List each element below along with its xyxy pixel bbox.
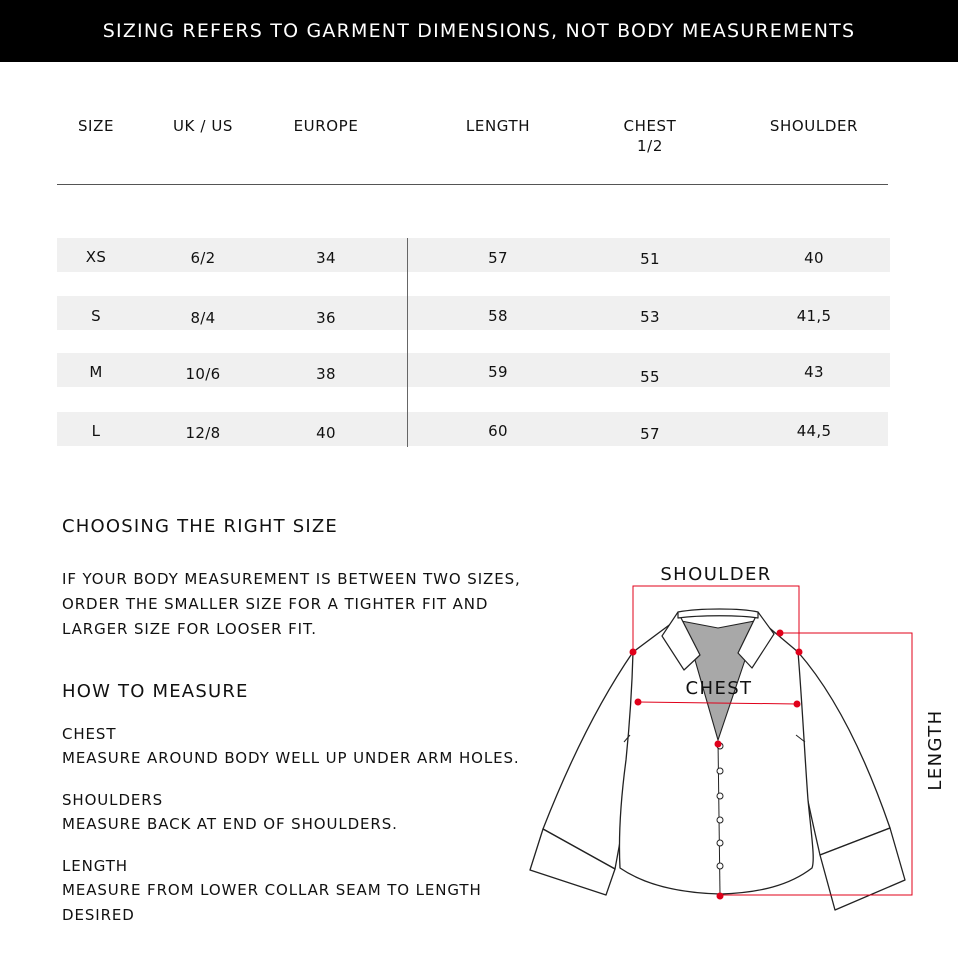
cell-size: XS <box>85 248 107 266</box>
cell-shoulder: 41,5 <box>796 307 832 325</box>
cell-europe: 34 <box>316 249 336 267</box>
choosing-line: ORDER THE SMALLER SIZE FOR A TIGHTER FIT AND <box>62 595 489 613</box>
chest-left-point <box>635 699 642 706</box>
cell-size: S <box>91 307 101 325</box>
cell-ukus: 10/6 <box>185 365 221 383</box>
cell-chest: 51 <box>640 250 660 268</box>
choosing-line: IF YOUR BODY MEASUREMENT IS BETWEEN TWO SIZES, <box>62 570 521 588</box>
cell-chest: 55 <box>640 368 660 386</box>
choosing-title: CHOOSING THE RIGHT SIZE <box>62 516 338 537</box>
cell-size: L <box>91 422 101 440</box>
cell-europe: 40 <box>316 424 336 442</box>
button <box>717 863 723 869</box>
banner-text: SIZING REFERS TO GARMENT DIMENSIONS, NOT BODY MEASUREMENTS <box>102 20 856 42</box>
col-header-chest-sub: 1/2 <box>637 137 663 155</box>
length-title: LENGTH <box>62 857 128 875</box>
chest-right-point <box>794 701 801 708</box>
cell-chest: 53 <box>640 308 660 326</box>
cell-ukus: 6/2 <box>190 249 216 267</box>
button <box>717 817 723 823</box>
cell-europe: 38 <box>316 365 336 383</box>
chest-label: CHEST <box>685 678 753 699</box>
cell-ukus: 12/8 <box>185 424 221 442</box>
cell-length: 60 <box>488 422 508 440</box>
shoulder-label: SHOULDER <box>660 564 772 585</box>
chest-text: MEASURE AROUND BODY WELL UP UNDER ARM HOLES. <box>62 749 520 767</box>
collar-band <box>678 609 758 618</box>
howto-title: HOW TO MEASURE <box>62 681 249 702</box>
cell-chest: 57 <box>640 425 660 443</box>
shoulders-text: MEASURE BACK AT END OF SHOULDERS. <box>62 815 398 833</box>
length-text-2: DESIRED <box>62 906 135 924</box>
cell-shoulder: 44,5 <box>796 422 832 440</box>
col-header-shoulder: SHOULDER <box>769 117 859 135</box>
col-header-length: LENGTH <box>465 117 531 135</box>
col-header-europe: EUROPE <box>293 117 359 135</box>
placket-top-point <box>715 741 722 748</box>
cell-size: M <box>89 363 103 381</box>
shoulders-title: SHOULDERS <box>62 791 164 809</box>
cell-shoulder: 43 <box>804 363 824 381</box>
button <box>717 793 723 799</box>
col-header-chest-label: CHEST <box>623 117 677 135</box>
cell-length: 59 <box>488 363 508 381</box>
shoulder-right-point <box>796 649 803 656</box>
length-label: LENGTH <box>925 709 946 791</box>
shoulder-left-point <box>630 649 637 656</box>
button <box>717 840 723 846</box>
cell-ukus: 8/4 <box>190 309 216 327</box>
col-header-size: SIZE <box>77 117 115 135</box>
chest-title: CHEST <box>62 725 117 743</box>
col-header-ukus: UK / US <box>172 117 234 135</box>
choosing-line: LARGER SIZE FOR LOOSER FIT. <box>62 620 317 638</box>
cell-length: 58 <box>488 307 508 325</box>
length-top-point <box>777 630 784 637</box>
button <box>717 768 723 774</box>
cell-shoulder: 40 <box>804 249 824 267</box>
cell-length: 57 <box>488 249 508 267</box>
right-sleeve <box>798 652 890 855</box>
length-bottom-point <box>717 893 724 900</box>
cell-europe: 36 <box>316 309 336 327</box>
length-text: MEASURE FROM LOWER COLLAR SEAM TO LENGTH <box>62 881 482 899</box>
